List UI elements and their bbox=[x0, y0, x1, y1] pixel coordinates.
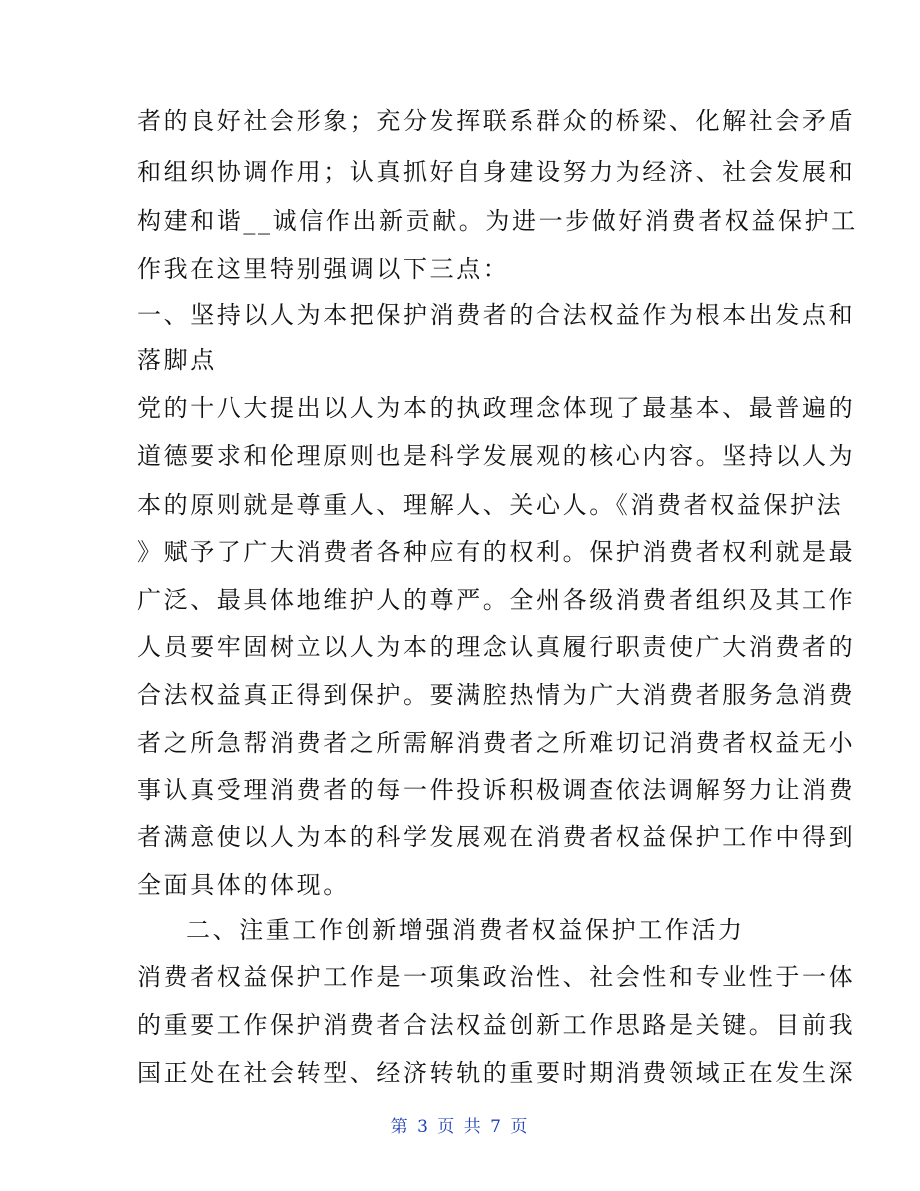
text-line: 广泛、最具体地维护人的尊严。全州各级消费者组织及其工作 bbox=[137, 586, 856, 614]
section-heading-1: 一、坚持以人为本把保护消费者的合法权益作为根本出发点和 bbox=[137, 301, 856, 329]
text-line: 党的十八大提出以人为本的执政理念体现了最基本、最普遍的 bbox=[137, 394, 856, 422]
page-number-footer: 第 3 页 共 7 页 bbox=[390, 1117, 530, 1137]
text-line: 者之所急帮消费者之所需解消费者之所难切记消费者权益无小 bbox=[137, 729, 856, 757]
text-line: 者的良好社会形象；充分发挥联系群众的桥梁、化解社会矛盾 bbox=[137, 107, 856, 135]
text-line: 作我在这里特别强调以下三点： bbox=[137, 255, 510, 283]
text-line: 全面具体的体现。 bbox=[137, 871, 350, 899]
text-line: 》赋予了广大消费者各种应有的权利。保护消费者权利就是最 bbox=[137, 538, 856, 566]
section-heading-1-cont: 落脚点 bbox=[137, 346, 217, 374]
text-line: 消费者权益保护工作是一项集政治性、社会性和专业性于一体 bbox=[137, 963, 856, 991]
text-line: 道德要求和伦理原则也是科学发展观的核心内容。坚持以人为 bbox=[137, 442, 856, 470]
text-line: 国正处在社会转型、经济转轨的重要时期消费领域正在发生深 bbox=[137, 1059, 856, 1087]
text-line: 者满意使以人为本的科学发展观在消费者权益保护工作中得到 bbox=[137, 823, 856, 851]
section-heading-2: 二、注重工作创新增强消费者权益保护工作活力 bbox=[186, 916, 745, 944]
text-line: 本的原则就是尊重人、理解人、关心人。《消费者权益保护法 bbox=[137, 491, 844, 519]
text-line: 的重要工作保护消费者合法权益创新工作思路是关键。目前我 bbox=[137, 1011, 856, 1039]
text-line: 合法权益真正得到保护。要满腔热情为广大消费者服务急消费 bbox=[137, 681, 856, 709]
text-line: 构建和谐__诚信作出新贡献。为进一步做好消费者权益保护工 bbox=[137, 207, 858, 235]
text-line: 人员要牢固树立以人为本的理念认真履行职责使广大消费者的 bbox=[137, 633, 856, 661]
text-line: 和组织协调作用；认真抓好自身建设努力为经济、社会发展和 bbox=[137, 158, 856, 186]
text-line: 事认真受理消费者的每一件投诉积极调查依法调解努力让消费 bbox=[137, 776, 856, 804]
